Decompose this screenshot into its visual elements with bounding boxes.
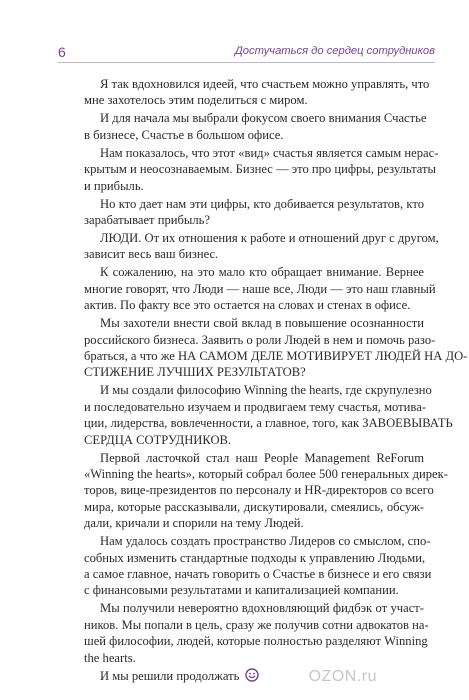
- watermark: OZON.ru: [308, 668, 377, 685]
- running-title: Достучаться до сердец сотрудников: [234, 45, 435, 57]
- text-line: дали, кричали и спорили на тему Людей.: [84, 516, 304, 531]
- text-line: браться, а что же НА САМОМ ДЕЛЕ МОТИВИРУЕТ ЛЮДЕЙ НА ДО-: [84, 349, 468, 363]
- text-line: К сожалению, на это мало кто обращает внимание. Вернее: [100, 265, 424, 280]
- page-header: [58, 44, 435, 60]
- text-line: с финансовыми результатами и капитализацией компании.: [84, 583, 399, 598]
- text-line: а самое главное, начать говорить о Счастье в бизнесе и его связи: [84, 567, 432, 581]
- text-line: российского бизнеса. Заявить о роли Людей в нем и помочь разо-: [84, 332, 436, 347]
- text-line: Я так вдохновился идеей, что счастьем можно управлять, что: [100, 77, 430, 91]
- text-line: ЛЮДИ. От их отношения к работе и отношений друг с другом,: [100, 231, 439, 245]
- text-line: зависит весь ваш бизнес.: [84, 247, 219, 262]
- text-line: ции, лидерства, вовлеченности, а главное, того, как ЗАВОЕВЫВАТЬ: [84, 416, 453, 431]
- text-line: крытым и неосознаваемым. Бизнес — это про цифры, результаты: [84, 162, 436, 177]
- page-number: 6: [58, 44, 66, 60]
- text-line: ников. Мы попали в цель, сразу же получив сотни адвокатов на-: [84, 617, 429, 632]
- text-line: СЕРДЦА СОТРУДНИКОВ.: [84, 432, 232, 447]
- text-line: в бизнесе, Счастье в большом офисе.: [84, 127, 284, 142]
- text-line: и прибыль.: [84, 178, 144, 193]
- text-line: шей философии, людей, которые полностью разделяют Winning: [84, 634, 428, 649]
- text-line: И мы решили продолжать: [84, 668, 424, 686]
- text-line: Нам показалось, что этот «вид» счастья является самым нерас-: [100, 145, 439, 160]
- text-line: торов, вице-президентов по персоналу и HR-директоров со всего: [84, 483, 434, 498]
- text-line: собных изменить стандартные подходы к управлению Людьми,: [84, 550, 426, 565]
- text-line: Но кто дает нам эти цифры, кто добивается результатов, кто: [100, 196, 424, 211]
- text-line: the hearts.: [84, 650, 136, 665]
- text-line: зарабатывает прибыль?: [84, 213, 210, 227]
- text-line: мне захотелось этим поделиться с миром.: [84, 93, 308, 108]
- text-line: мира, которые рассказывали, дискутировали, смеялись, обсуж-: [84, 499, 424, 514]
- text-line: СТИЖЕНИЕ ЛУЧШИХ РЕЗУЛЬТАТОВ?: [84, 365, 306, 380]
- smiley-icon: [245, 668, 259, 686]
- text-line: актив. По факту все это остается на словах и стенах в офисе.: [84, 298, 411, 313]
- header-rule: [58, 62, 435, 63]
- text-line: многие говорят, что Люди — наше все, Люди — это наш главный: [84, 281, 436, 296]
- text-line: Нам удалось создать пространство Лидеров со смыслом, спо-: [100, 534, 431, 549]
- text-line: Мы захотели внести свой вклад в повышение осознанности: [100, 316, 424, 331]
- text-line: «Winning the hearts», который собрал более 500 генеральных дирек-: [84, 467, 448, 481]
- text-line: И мы создали философию Winning the hearts, где скрупулезно: [100, 383, 432, 398]
- text-line: и последовательно изучаем и продвигаем тему счастья, мотива-: [84, 399, 426, 414]
- text-line: И для начала мы выбрали фокусом своего внимания Счастье: [100, 111, 427, 126]
- text-line: Первой ласточкой стал наш People Management ReForum: [100, 450, 424, 465]
- text-line: Мы получили невероятно вдохновляющий фидбэк от участ-: [100, 601, 424, 616]
